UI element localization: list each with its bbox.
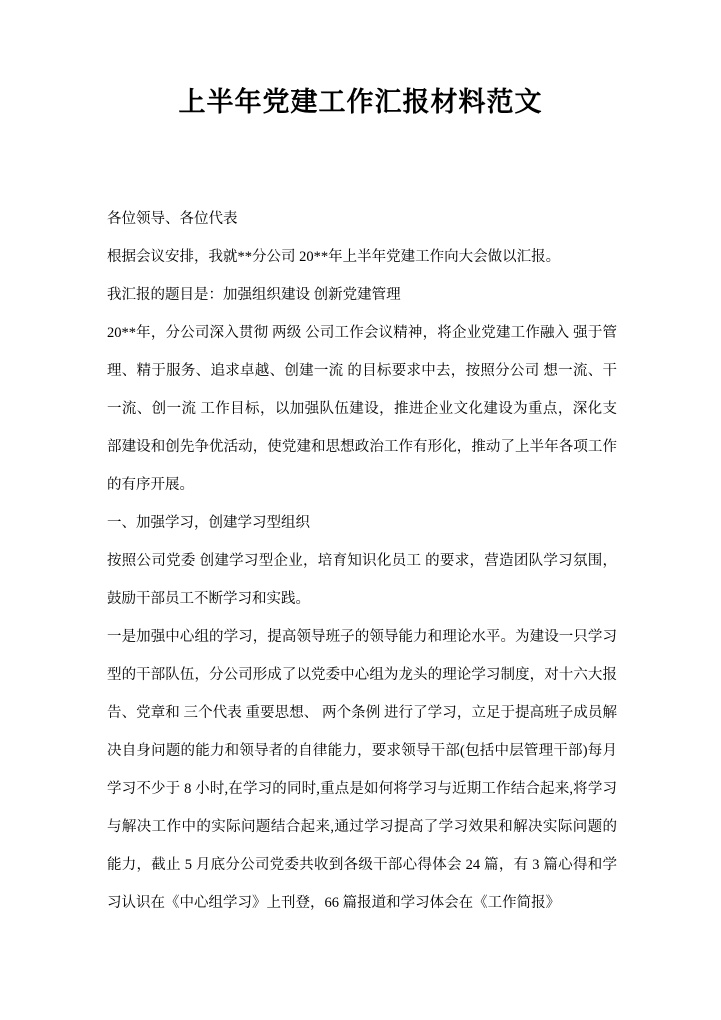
paragraph: 一、加强学习，创建学习型组织 [107, 515, 310, 531]
document-title: 上半年党建工作汇报材料范文 [178, 87, 543, 117]
paragraph: 我汇报的题目是：加强组织建设 创新党建管理 [107, 287, 401, 303]
paragraph: 各位领导、各位代表 [107, 211, 238, 227]
paragraph: 根据会议安排，我就**分公司 20**年上半年党建工作向大会做以汇报。 [107, 249, 561, 265]
paragraph: 一是加强中心组的学习，提高领导班子的领导能力和理论水平。为建设一只学习型的干部队伍，分公司形成了以党委中心组为龙头的理论学习制度，对十六大报告、党章和 三个代表 重要思想、 两个条例 进行了学习，立足于提高班子成员解决自身问题的能力和领导者的自律能力，要求领导干部(包括中层管理干部)每月学习不少于 8 小时,在学习的同时,重点是如何将学习与近期工作结合起来,将学习与解决工作中的实际问题结合起来,通过学习提高了学习效果和解决实际问题的能力，截止 5 月底分公司党委共收到各级干部心得体会 24 篇，有 3 篇心得和学习认识在《中心组学习》上刊登，66 篇报道和学习体会在《工作简报》 [107, 629, 617, 911]
paragraph: 按照公司党委 创建学习型企业，培育知识化员工 的要求，营造团队学习氛围，鼓励干部员工不断学习和实践。 [107, 553, 617, 607]
paragraph: 20**年，分公司深入贯彻 两级 公司工作会议精神，将企业党建工作融入 强于管理、精于服务、追求卓越、创建一流 的目标要求中去，按照分公司 想一流、干一流、创一流 工作目标，以加强队伍建设，推进企业文化建设为重点，深化支部建设和创先争优活动，使党建和思想政治工作有形化，推动了上半年各项工作的有序开展。 [107, 325, 617, 493]
document-body [0, 200, 721, 922]
